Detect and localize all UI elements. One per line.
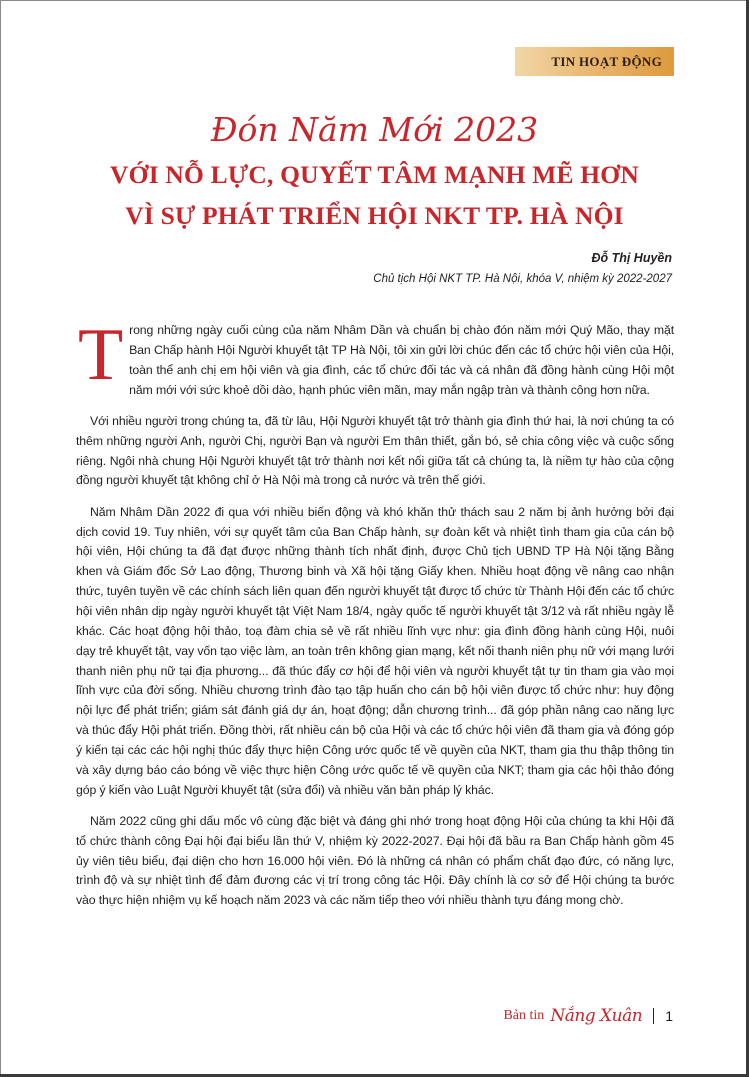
title-line-1: VỚI NỖ LỰC, QUYẾT TÂM MẠNH MẼ HƠN — [110, 160, 639, 189]
paragraph-3: Năm Nhâm Dần 2022 đi qua với nhiều biến động và khó khăn thử thách sau 2 năm bị ảnh hưởng bởi đại dịch covid 19. Tuy nhiên, với sự quyết tâm của Ban Chấp hành, sự đoàn kết và nhiệt tình tham gia của cán bộ hội viên, Hội chúng ta đã đạt được những thành tích nhất định, được Chủ tịch UBND TP Hà Nội tặng Bằng khen và Giám đốc Sở Lao động, Thương binh và Xã hội tặng Giấy khen. Nhiều hoạt động về nâng cao nhận thức, tuyên tuyền về các chính sách liên quan đến người khuyết tật được tổ chức từ Thành Hội đến các tổ chức hội viên nhân dịp ngày người khuyết tật Việt Nam 18/4, ngày quốc tế người khuyết tật 3/12 và rất nhiều ngày lễ khác. Các hoạt động hội thảo, toạ đàm chia sẻ về rất nhiều lĩnh vực như: gia đình đồng hành cùng Hội, nuôi dạy trẻ khuyết tật, vay vốn tạo việc làm, an toàn trên không gian mạng, kết nối thanh niên phụ nữ với mạng lưới thanh niên phụ nữ tại địa phương... đã thúc đẩy cơ hội để hội viên và người khuyết tật tự tin tham gia vào mọi lĩnh vực của đời sống. Nhiều chương trình đào tạo tập huấn cho cán bộ hội viên được tổ chức như: huy động nội lực để phát triển; giám sát đánh giá dự án, hoạt động; dẫn chương trình... đã góp phần nâng cao năng lực và thúc đẩy Hội phát triển. Đồng thời, rất nhiều cán bộ của Hội và các tổ chức hội viên đã tham gia và đóng góp ý kiến tại các các hội nghị thúc đẩy thực hiện Công ước quốc tế về quyền của NKT, tham gia thu thập thông tin và xây dựng báo cáo bóng về việc thực hiện Công ước quốc tế về quyền của NKT; tham gia các hội thảo đóng góp ý kiến vào Luật Người khuyết tật (sửa đổi) và nhiều văn bản pháp lý khác. — [76, 504, 674, 797]
article-body — [76, 314, 674, 923]
section-tag-label: TIN HOẠT ĐỘNG — [551, 53, 662, 69]
paragraph-4: Năm 2022 cũng ghi dấu mốc vô cùng đặc biệt và đáng ghi nhớ trong hoạt động Hội của chúng ta khi Hội đã tổ chức thành công Đại hội đại biểu lần thứ V, nhiệm kỳ 2022-2027. Đại hội đã bầu ra Ban Chấp hành gồm 45 ủy viên tiêu biểu, đại diện cho hơn 16.000 hội viên. Đó là những cá nhân có phẩm chất đạo đức, có năng lực, trình độ và sự nhiệt tình để đảm đương các vị trí trong công tác Hội. Đây chính là cơ sở để Hội chúng ta bước vào thực hiện nhiệm vụ kế hoạch năm 2023 và các năm tiếp theo với nhiều thành tựu đáng mong chờ. — [76, 813, 674, 908]
paragraph-2: Với nhiều người trong chúng ta, đã từ lâu, Hội Người khuyết tật trở thành gia đình thứ hai, là nơi chúng ta có thêm những người Anh, người Chị, người Bạn và người Em thân thiết, gắn bó, sẻ chia công việc và cuộc sống riêng. Ngôi nhà chung Hội Người khuyết tật trở thành nơi kết nối giữa tất cả chúng ta, là niềm tự hào của cộng đồng người khuyết tật không chỉ ở Hà Nội mà trong cả nước và trên thế giới. — [76, 413, 674, 488]
title-script: Đón Năm Mới 2023 — [210, 110, 539, 149]
page-footer — [503, 1006, 673, 1026]
author-role: Chủ tịch Hội NKT TP. Hà Nội, khóa V, nhiệm kỳ 2022-2027 — [373, 273, 672, 285]
author-name: Đỗ Thị Huyền — [591, 251, 672, 265]
footer-divider — [653, 1008, 654, 1024]
section-tag — [515, 47, 674, 76]
title-line-2: VÌ SỰ PHÁT TRIỂN HỘI NKT TP. HÀ NỘI — [125, 201, 624, 230]
page-number: 1 — [665, 1008, 673, 1024]
footer-label: Bản tin — [503, 1008, 545, 1023]
paragraph-1-text: rong những ngày cuối cùng của năm Nhâm Dần và chuẩn bị chào đón năm mới Quý Mão, thay mặt Ban Chấp hành Hội Người khuyết tật TP Hà Nội, tôi xin gửi lời chúc đến các tổ chức hội viên của Hội, toàn thể anh chị em hội viên và gia đình, các tổ chức đối tác và cá nhân đã đồng hành cùng Hội một năm mới với sức khoẻ dồi dào, hạnh phúc viên mãn, may mắn ngập tràn và thành công hơn nữa. — [129, 323, 674, 397]
drop-cap: T — [78, 314, 124, 396]
footer-brand-logo: Nắng Xuân — [550, 1006, 643, 1026]
paragraph-1 — [76, 314, 674, 400]
